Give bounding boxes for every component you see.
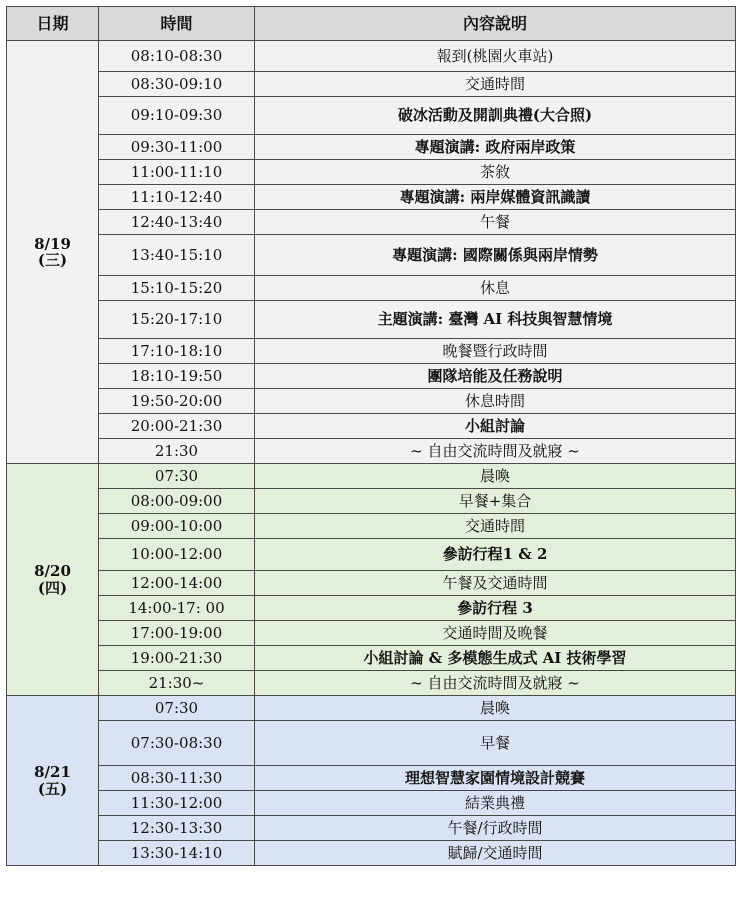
description-cell: 午餐及交通時間 <box>255 571 736 596</box>
description-cell: 團隊培能及任務說明 <box>255 364 736 389</box>
weekday-label: (四) <box>37 578 68 597</box>
table-row <box>7 646 736 671</box>
time-cell: 15:10-15:20 <box>99 276 255 301</box>
description-cell: 理想智慧家園情境設計競賽 <box>255 766 736 791</box>
description-cell: 小組討論 <box>255 414 736 439</box>
time-cell: 07:30-08:30 <box>99 721 255 766</box>
description-cell: 專題演講: 國際關係與兩岸情勢 <box>255 235 736 276</box>
time-cell: 11:10-12:40 <box>99 185 255 210</box>
time-cell: 17:00-19:00 <box>99 621 255 646</box>
time-cell: 09:10-09:30 <box>99 97 255 135</box>
description-cell: 早餐+集合 <box>255 489 736 514</box>
time-cell: 09:30-11:00 <box>99 135 255 160</box>
table-row <box>7 160 736 185</box>
description-cell: 早餐 <box>255 721 736 766</box>
time-cell: 09:00-10:00 <box>99 514 255 539</box>
table-row <box>7 596 736 621</box>
table-row <box>7 841 736 866</box>
table-row <box>7 816 736 841</box>
description-cell: ~ 自由交流時間及就寢 ~ <box>255 439 736 464</box>
time-cell: 18:10-19:50 <box>99 364 255 389</box>
table-row <box>7 791 736 816</box>
time-cell: 12:40-13:40 <box>99 210 255 235</box>
description-cell: 小組討論 & 多模態生成式 AI 技術學習 <box>255 646 736 671</box>
description-cell: 專題演講: 政府兩岸政策 <box>255 135 736 160</box>
description-cell: 晨喚 <box>255 696 736 721</box>
schedule-body <box>7 41 736 866</box>
date-label: 8/19 <box>34 234 71 253</box>
description-cell: 午餐 <box>255 210 736 235</box>
date-cell <box>7 41 99 464</box>
time-cell: 08:00-09:00 <box>99 489 255 514</box>
description-cell: ~ 自由交流時間及就寢 ~ <box>255 671 736 696</box>
table-row <box>7 301 736 339</box>
table-row <box>7 766 736 791</box>
description-cell: 報到(桃園火車站) <box>255 41 736 72</box>
table-row <box>7 621 736 646</box>
description-cell: 主題演講: 臺灣 AI 科技與智慧情境 <box>255 301 736 339</box>
time-cell: 19:00-21:30 <box>99 646 255 671</box>
table-row <box>7 41 736 72</box>
description-cell: 結業典禮 <box>255 791 736 816</box>
table-row <box>7 439 736 464</box>
table-row <box>7 210 736 235</box>
header-time: 時間 <box>99 7 255 41</box>
table-row <box>7 489 736 514</box>
time-cell: 21:30~ <box>99 671 255 696</box>
time-cell: 12:00-14:00 <box>99 571 255 596</box>
table-row <box>7 72 736 97</box>
table-row <box>7 514 736 539</box>
table-row <box>7 464 736 489</box>
time-cell: 07:30 <box>99 696 255 721</box>
description-cell: 賦歸/交通時間 <box>255 841 736 866</box>
description-cell: 休息 <box>255 276 736 301</box>
date-label: 8/21 <box>34 763 71 781</box>
description-cell: 破冰活動及開訓典禮(大合照) <box>255 97 736 135</box>
description-cell: 休息時間 <box>255 389 736 414</box>
time-cell: 08:30-09:10 <box>99 72 255 97</box>
table-row <box>7 97 736 135</box>
description-cell: 交通時間 <box>255 72 736 97</box>
table-row <box>7 364 736 389</box>
description-cell: 午餐/行政時間 <box>255 816 736 841</box>
table-row <box>7 185 736 210</box>
time-cell: 13:30-14:10 <box>99 841 255 866</box>
date-cell <box>7 464 99 696</box>
table-row <box>7 696 736 721</box>
table-row <box>7 135 736 160</box>
header-date: 日期 <box>7 7 99 41</box>
time-cell: 19:50-20:00 <box>99 389 255 414</box>
description-cell: 茶敘 <box>255 160 736 185</box>
time-cell: 07:30 <box>99 464 255 489</box>
time-cell: 15:20-17:10 <box>99 301 255 339</box>
description-cell: 參訪行程1 & 2 <box>255 539 736 571</box>
time-cell: 14:00-17: 00 <box>99 596 255 621</box>
weekday-label: (五) <box>37 779 68 798</box>
description-cell: 晚餐暨行政時間 <box>255 339 736 364</box>
table-row <box>7 339 736 364</box>
description-cell: 專題演講: 兩岸媒體資訊識讀 <box>255 185 736 210</box>
date-label: 8/20 <box>34 562 71 580</box>
time-cell: 08:30-11:30 <box>99 766 255 791</box>
header-description: 內容說明 <box>255 7 736 41</box>
time-cell: 08:10-08:30 <box>99 41 255 72</box>
table-row <box>7 389 736 414</box>
table-row <box>7 276 736 301</box>
description-cell: 參訪行程 3 <box>255 596 736 621</box>
time-cell: 11:00-11:10 <box>99 160 255 185</box>
table-row <box>7 539 736 571</box>
table-row <box>7 671 736 696</box>
time-cell: 10:00-12:00 <box>99 539 255 571</box>
time-cell: 17:10-18:10 <box>99 339 255 364</box>
time-cell: 21:30 <box>99 439 255 464</box>
table-row <box>7 235 736 276</box>
weekday-label: (三) <box>37 251 68 269</box>
time-cell: 11:30-12:00 <box>99 791 255 816</box>
description-cell: 交通時間 <box>255 514 736 539</box>
table-row <box>7 414 736 439</box>
description-cell: 交通時間及晚餐 <box>255 621 736 646</box>
table-row <box>7 571 736 596</box>
schedule-table <box>6 6 736 866</box>
time-cell: 20:00-21:30 <box>99 414 255 439</box>
time-cell: 12:30-13:30 <box>99 816 255 841</box>
time-cell: 13:40-15:10 <box>99 235 255 276</box>
date-cell <box>7 696 99 866</box>
header-row <box>7 7 736 41</box>
description-cell: 晨喚 <box>255 464 736 489</box>
table-row <box>7 721 736 766</box>
